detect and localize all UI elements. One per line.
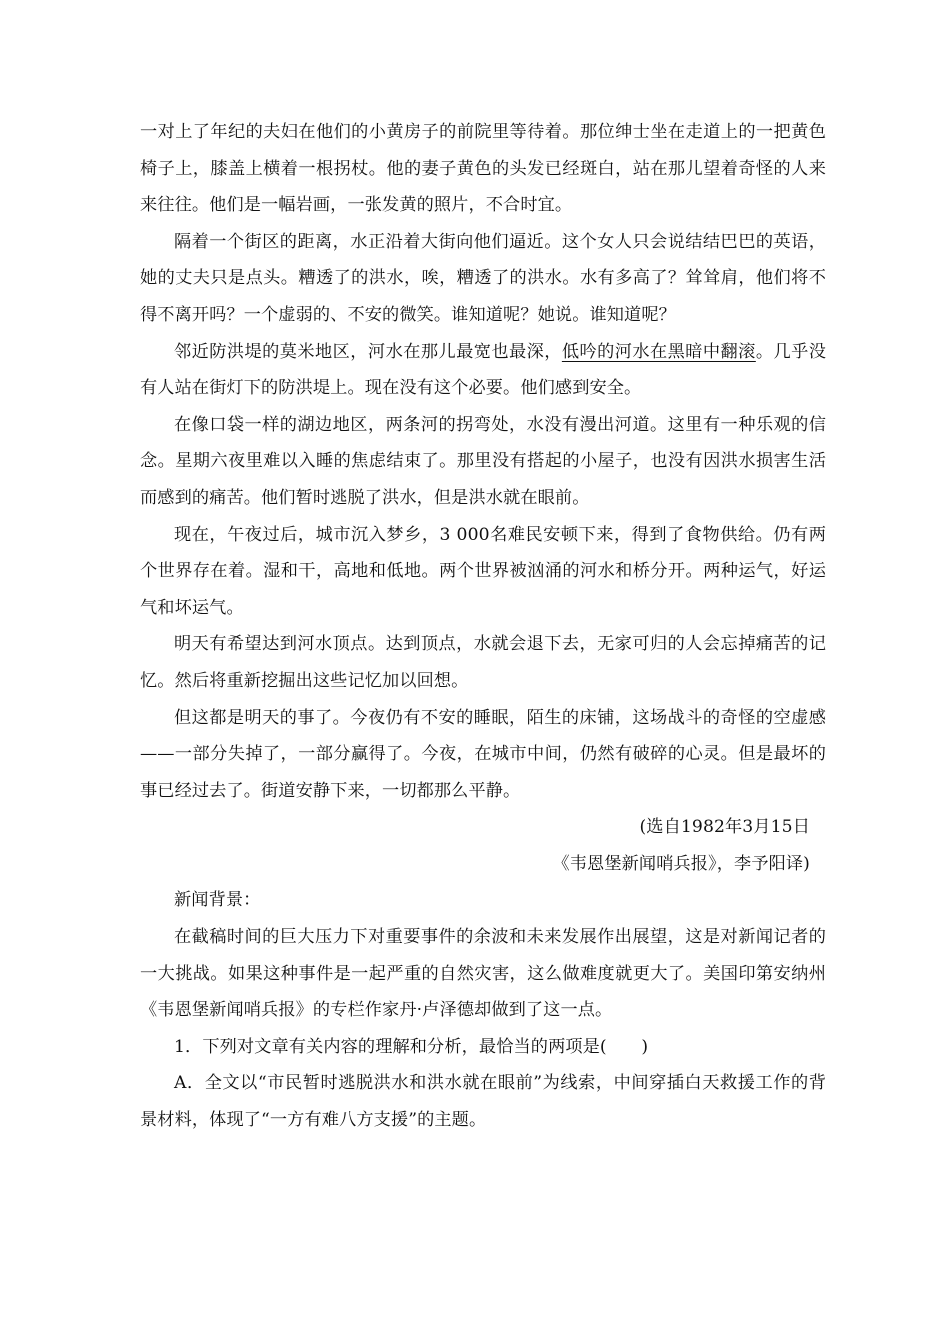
paragraph-tonight: 但这都是明天的事了。今夜仍有不安的睡眠，陌生的床铺，这场战斗的奇怪的空虚感——一部分失掉了，一部分赢得了。今夜，在城市中间，仍然有破碎的心灵。但是最坏的事已经过去了。街道安静下来，一切都那么平静。 — [140, 707, 826, 801]
article-body — [140, 114, 826, 1139]
source-line-date: (选自1982年3月15日 — [639, 817, 810, 838]
question-1: 1．下列对文章有关内容的理解和分析，最恰当的两项是( ) — [174, 1036, 649, 1057]
maumee-text-after: 。几乎没有人站在街灯下的防洪堤上。现在没有这个必要。他们感到安全。 — [140, 341, 826, 399]
maumee-text-before: 邻近防洪堤的莫米地区，河水在那儿最宽也最深， — [174, 341, 562, 362]
paragraph-tomorrow-crest: 明天有希望达到河水顶点。达到顶点，水就会退下去，无家可归的人会忘掉痛苦的记忆。然后将重新挖掘出这些记忆加以回想。 — [140, 634, 826, 691]
question-1-option-a: A．全文以“市民暂时逃脱洪水和洪水就在眼前”为线索，中间穿插白天救援工作的背景材料，体现了“一方有难八方支援”的主题。 — [140, 1073, 826, 1131]
paragraph-elderly-couple: 一对上了年纪的夫妇在他们的小黄房子的前院里等待着。那位绅士坐在走道上的一把黄色椅子上，膝盖上横着一根拐杖。他的妻子黄色的头发已经斑白，站在那儿望着奇怪的人来来往往。他们是一幅岩画，一张发黄的照片，不合时宜。 — [140, 122, 826, 216]
underlined-phrase: 低吟的河水在黑暗中翻滚 — [561, 341, 756, 362]
paragraph-water-approaching: 隔着一个街区的距离，水正沿着大街向他们逼近。这个女人只会说结结巴巴的英语，她的丈夫只是点头。糟透了的洪水，唉，糟透了的洪水。水有多高了？耸耸肩，他们将不得不离开吗？一个虚弱的、不安的微笑。谁知道呢？她说。谁知道呢？ — [140, 231, 826, 325]
paragraph-lakeside-area: 在像口袋一样的湖边地区，两条河的拐弯处，水没有漫出河道。这里有一种乐观的信念。星期六夜里难以入睡的焦虑结束了。那里没有搭起的小屋子，也没有因洪水损害生活而感到的痛苦。他们暂时逃脱了洪水，但是洪水就在眼前。 — [140, 414, 826, 508]
source-line-publication: 《韦恩堡新闻哨兵报》，李予阳译) — [552, 853, 810, 874]
news-background-text: 在截稿时间的巨大压力下对重要事件的余波和未来发展作出展望，这是对新闻记者的一大挑战。如果这种事件是一起严重的自然灾害，这么做难度就更大了。美国印第安纳州《韦恩堡新闻哨兵报》的专栏作家丹·卢泽德却做到了这一点。 — [140, 927, 826, 1021]
paragraph-maumee-area — [140, 334, 826, 407]
paragraph-after-midnight: 现在，午夜过后，城市沉入梦乡，3 000名难民安顿下来，得到了食物供给。仍有两个世界存在着。湿和干，高地和低地。两个世界被汹涌的河水和桥分开。两种运气，好运气和坏运气。 — [140, 524, 826, 618]
news-background-title: 新闻背景： — [174, 890, 261, 911]
